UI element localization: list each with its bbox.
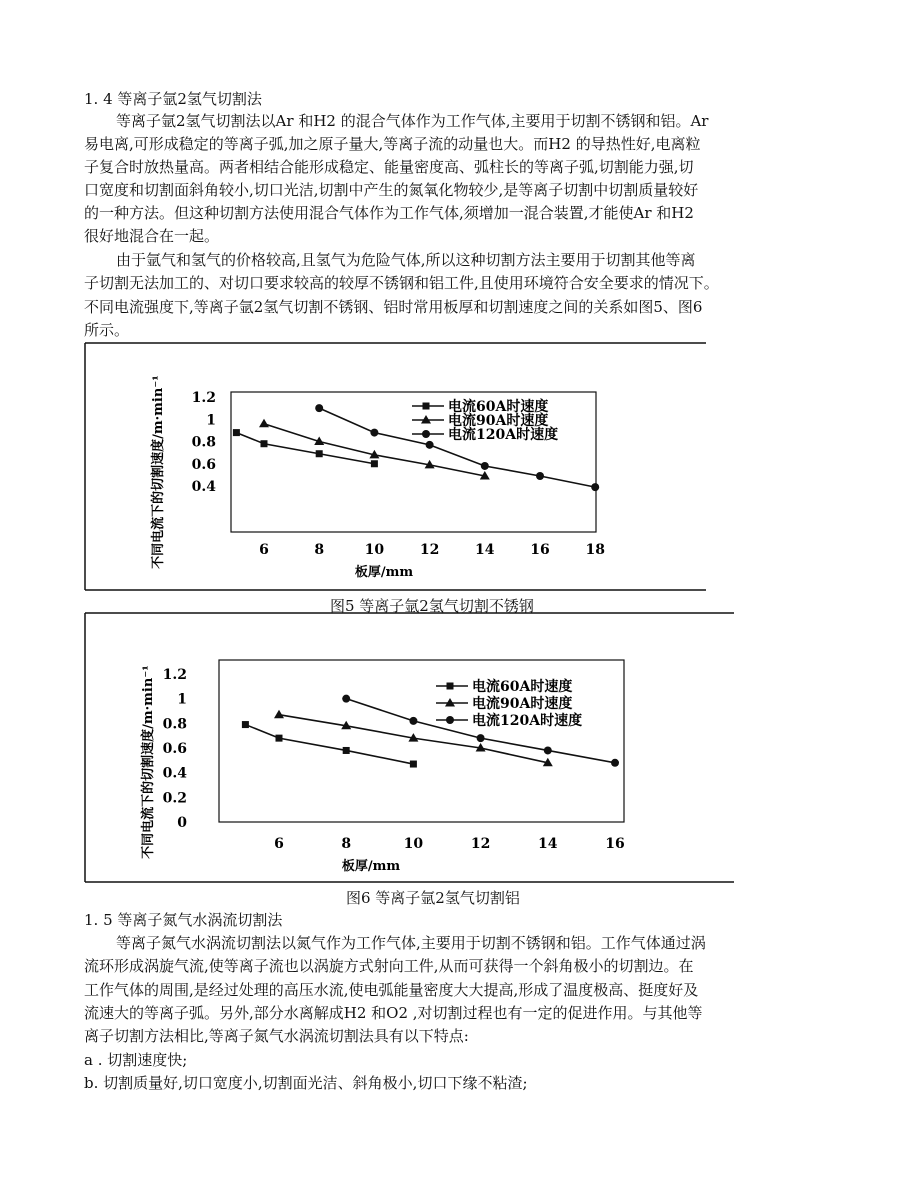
x-tick-label: 18 <box>585 542 605 558</box>
x-tick-label: 6 <box>259 542 269 558</box>
series-3-point <box>481 462 489 470</box>
figure-6-chart <box>84 612 736 884</box>
paragraph-line: 子切割无法加工的、对切口要求较高的较厚不锈钢和铝工件,且使用环境符合安全要求的情况下。 <box>84 274 719 292</box>
series-2-point <box>259 419 269 428</box>
legend-label: 电流120A时速度 <box>448 427 559 443</box>
figure-6 <box>84 612 736 884</box>
y-tick-label: 1.2 <box>162 667 187 683</box>
series-3-point <box>370 429 378 437</box>
paragraph-line: 很好地混合在一起。 <box>84 227 220 245</box>
legend-label: 电流90A时速度 <box>472 696 573 712</box>
x-tick-label: 12 <box>419 542 440 558</box>
y-tick-label: 0.8 <box>162 716 187 733</box>
series-3-point <box>591 483 599 491</box>
legend-marker <box>422 430 430 438</box>
paragraph-line: 流速大的等离子弧。另外,部分水离解成H2 和O2 ,对切割过程也有一定的促进作用。与其他等 <box>84 1004 703 1022</box>
x-axis-label: 板厚/mm <box>341 859 401 874</box>
y-tick-label: 1 <box>206 412 216 429</box>
paragraph-line: 工作气体的周围,是经过处理的高压水流,使电弧能量密度大大提高,形成了温度极高、挺度好及 <box>84 981 699 999</box>
series-1-point <box>371 460 378 467</box>
series-3-point <box>544 746 552 754</box>
y-tick-label: 0.2 <box>162 790 187 807</box>
x-tick-label: 6 <box>274 836 284 852</box>
series-1-point <box>316 450 323 457</box>
x-tick-label: 14 <box>475 542 495 558</box>
legend-marker <box>423 403 430 410</box>
y-tick-label: 1 <box>177 691 187 708</box>
y-axis-label: 不同电流下的切割速度/m·min⁻¹ <box>151 375 166 569</box>
x-tick-label: 12 <box>470 836 491 852</box>
y-tick-label: 0.4 <box>162 765 187 782</box>
figure-5-chart <box>84 342 708 592</box>
series-1-point <box>343 747 350 754</box>
series-1-point <box>242 721 249 728</box>
x-tick-label: 10 <box>403 836 424 852</box>
series-1-point <box>261 440 268 447</box>
figure-5-caption: 图5 等离子氩2氢气切割不锈钢 <box>330 597 534 615</box>
y-tick-label: 0.6 <box>191 456 216 473</box>
x-tick-label: 8 <box>341 836 352 852</box>
x-tick-label: 10 <box>364 542 385 558</box>
series-3-point <box>477 734 485 742</box>
paragraph-line: 易电离,可形成稳定的等离子弧,加之原子量大,等离子流的动量也大。而H2 的导热性好,电离粒 <box>84 135 701 153</box>
y-tick-label: 0.6 <box>162 741 187 757</box>
paragraph-line: 不同电流强度下,等离子氩2氢气切割不锈钢、铝时常用板厚和切割速度之间的关系如图5、图6 <box>84 298 703 316</box>
figure-5 <box>84 342 708 592</box>
paragraph-line: 离子切割方法相比,等离子氮气水涡流切割法具有以下特点: <box>84 1027 469 1045</box>
y-tick-label: 0.4 <box>191 479 216 495</box>
series-3-point <box>536 472 544 480</box>
list-item: a . 切割速度快; <box>84 1051 188 1069</box>
legend-label: 电流60A时速度 <box>472 679 573 695</box>
legend-label: 电流120A时速度 <box>472 713 583 729</box>
series-1-point <box>233 429 240 436</box>
list-item: b. 切割质量好,切口宽度小,切割面光洁、斜角极小,切口下缘不粘渣; <box>84 1074 528 1092</box>
section-heading: 1. 5 等离子氮气水涡流切割法 <box>84 911 283 929</box>
y-axis-label: 不同电流下的切割速度/m·min⁻¹ <box>141 665 156 859</box>
series-3-point <box>342 695 350 703</box>
y-tick-label: 0.8 <box>191 434 216 451</box>
x-tick-label: 14 <box>538 836 558 852</box>
series-1-point <box>410 761 417 768</box>
series-3-point <box>611 759 619 767</box>
legend-label: 电流90A时速度 <box>448 413 549 429</box>
paragraph-line: 所示。 <box>84 321 130 339</box>
y-tick-label: 1.2 <box>191 390 216 406</box>
paragraph-line: 的一种方法。但这种切割方法使用混合气体作为工作气体,须增加一混合装置,才能使Ar 和H2 <box>84 204 694 222</box>
y-tick-label: 0 <box>177 815 187 831</box>
series-1-point <box>276 735 283 742</box>
legend-marker <box>447 683 454 690</box>
series-3-point <box>426 441 434 449</box>
paragraph-line: 口宽度和切割面斜角较小,切口光洁,切割中产生的氮氧化物较少,是等离子切割中切割质量较好 <box>84 181 699 199</box>
paragraph-line: 等离子氩2氢气切割法以Ar 和H2 的混合气体作为工作气体,主要用于切割不锈钢和铝。Ar <box>116 112 709 130</box>
series-3-point <box>315 404 323 412</box>
x-tick-label: 8 <box>314 542 325 558</box>
paragraph-line: 流环形成涡旋气流,使等离子流也以涡旋方式射向工件,从而可获得一个斜角极小的切割边。在 <box>84 957 694 975</box>
x-tick-label: 16 <box>530 542 550 558</box>
paragraph-line: 由于氩气和氢气的价格较高,且氢气为危险气体,所以这种切割方法主要用于切割其他等离 <box>116 251 696 269</box>
legend-label: 电流60A时速度 <box>448 399 549 415</box>
series-3-point <box>409 717 417 725</box>
x-axis-label: 板厚/mm <box>354 565 414 580</box>
section-heading: 1. 4 等离子氩2氢气切割法 <box>84 90 262 108</box>
series-2-point <box>274 710 284 719</box>
paragraph-line: 等离子氮气水涡流切割法以氮气作为工作气体,主要用于切割不锈钢和铝。工作气体通过涡 <box>116 934 706 952</box>
series-line-1 <box>245 725 413 764</box>
x-tick-label: 16 <box>605 836 625 852</box>
legend-marker <box>446 716 454 724</box>
figure-6-caption: 图6 等离子氩2氢气切割铝 <box>346 889 520 907</box>
paragraph-line: 子复合时放热量高。两者相结合能形成稳定、能量密度高、弧柱长的等离子弧,切割能力强,切 <box>84 158 694 176</box>
